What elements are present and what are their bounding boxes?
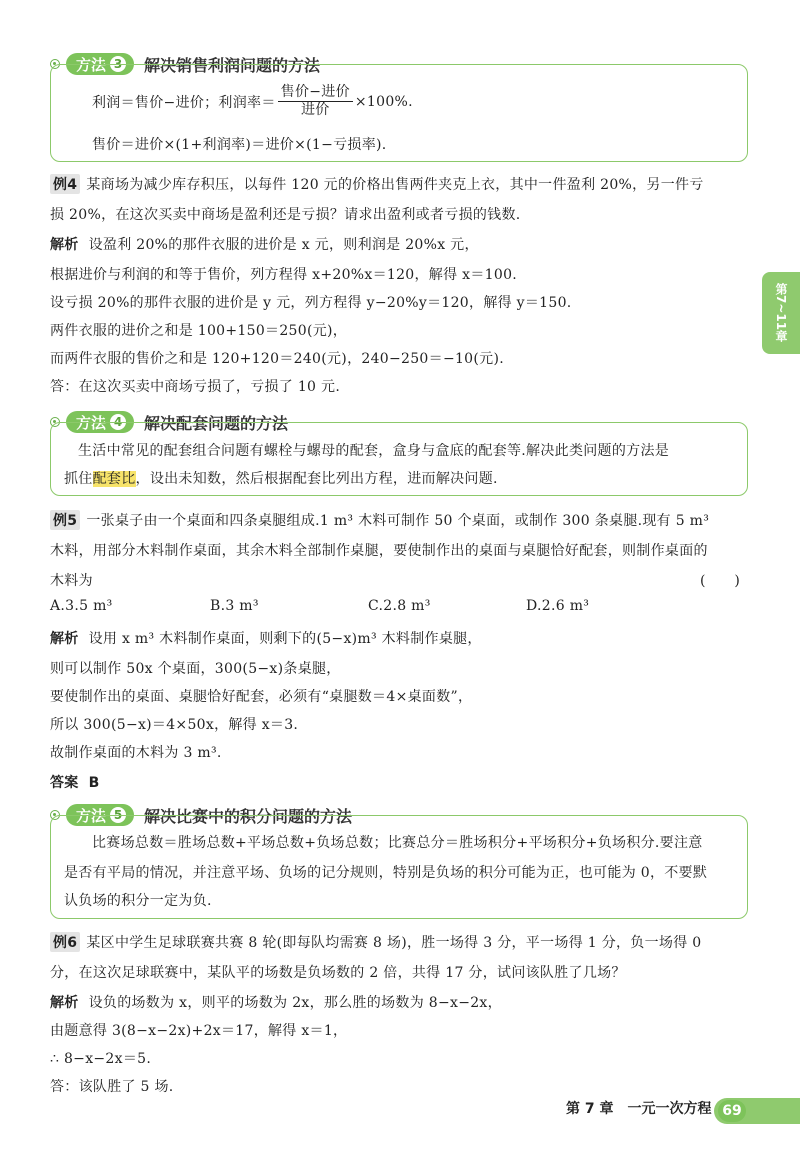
method-3-title: 解决销售利润问题的方法 (144, 55, 321, 75)
method-number: 4 (110, 414, 126, 430)
method-label: 方法 (76, 413, 107, 432)
method-4-text-line-2 (50, 468, 498, 488)
method-4-text-line-1: 生活中常见的配套组合问题有螺栓与螺母的配套，盒身与盒底的配套等.解决此类问题的方法是 (78, 443, 670, 459)
highlighted-term: 配套比 (92, 471, 136, 487)
method-label: 方法 (76, 806, 107, 825)
example-6-solution-line-3: ∴ 8−x−2x＝5. (50, 1051, 152, 1067)
method-3-formula-2: 售价＝进价×(1+利润率)＝进价×(1−亏损率). (92, 137, 387, 153)
option-b: B.3 m³ (210, 598, 259, 614)
formula-text: ×100%. (354, 93, 413, 110)
answer-value: B (88, 775, 100, 791)
footer-chapter-title: 第 7 章 一元一次方程 (566, 1101, 712, 1117)
method-3-formula-1 (92, 84, 413, 119)
method-number: 5 (110, 807, 126, 823)
example-tag: 例5 (50, 510, 80, 530)
option-d: D.2.6 m³ (526, 598, 590, 614)
example-tag: 例6 (50, 932, 80, 952)
chapter-side-tab[interactable]: 第7~11章 (762, 272, 800, 354)
fraction-denominator: 进价 (300, 102, 330, 118)
solution-label: 解析 (50, 631, 79, 647)
method-4-title: 解决配套问题的方法 (144, 413, 289, 433)
question-text: 某区中学生足球联赛共赛 8 轮(即每队均需赛 8 场)，胜一场得 3 分，平一场得 1 分，负一场得 0 (86, 935, 702, 951)
example-6-solution-line-1 (50, 992, 502, 1012)
question-text: 某商场为减少库存积压，以每件 120 元的价格出售两件夹克上衣，其中一件盈利 20%，另一件亏 (86, 177, 704, 193)
example-5-answer (50, 772, 110, 792)
example-tag: 例4 (50, 174, 80, 194)
example-5-solution-line-3: 要使制作出的桌面、桌腿恰好配套，必须有“桌腿数＝4×桌面数”， (50, 689, 473, 705)
solution-text: 设负的场数为 x，则平的场数为 2x，那么胜的场数为 8−x−2x， (88, 995, 502, 1011)
option-c: C.2.8 m³ (368, 598, 431, 614)
example-6-answer: 答：该队胜了 5 场. (50, 1079, 174, 1095)
solution-label: 解析 (50, 995, 79, 1011)
formula-text: 利润＝售价−进价；利润率＝ (92, 94, 276, 111)
page-number: 69 (718, 1100, 746, 1122)
text: 抓住 (64, 471, 93, 487)
example-4-solution-line-1 (50, 234, 479, 254)
answer-label: 答案 (50, 775, 79, 791)
example-4-solution-line-2: 根据进价与利润的和等于售价，列方程得 x+20%x＝120，解得 x＝100. (50, 267, 518, 283)
example-4-question-line-1 (50, 174, 704, 194)
solution-text: 设用 x m³ 木料制作桌面，则剩下的(5−x)m³ 木料制作桌腿， (88, 631, 482, 647)
example-5-solution-line-4: 所以 300(5−x)＝4×50x，解得 x＝3. (50, 717, 299, 733)
example-4-solution-line-5: 而两件衣服的售价之和是 120+120＝240(元)，240−250＝−10(元). (50, 351, 504, 367)
question-text: 一张桌子由一个桌面和四条桌腿组成.1 m³ 木料可制作 50 个桌面，或制作 300 条桌腿.现有 5 m³ (86, 513, 710, 529)
answer-blank: ( ) (700, 573, 741, 589)
example-5-solution-line-1 (50, 628, 482, 648)
example-5-solution-line-2: 则可以制作 50x 个桌面，300(5−x)条桌腿， (50, 661, 341, 677)
example-4-answer: 答：在这次买卖中商场亏损了，亏损了 10 元. (50, 379, 341, 395)
example-6-solution-line-2: 由题意得 3(8−x−2x)+2x＝17，解得 x＝1， (50, 1023, 348, 1039)
method-5-text-line-2: 是否有平局的情况，并注意平场、负场的记分规则，特别是负场的积分可能为正，也可能为 0，不要默 (64, 865, 708, 881)
example-5-question-line-3: 木料为 (50, 573, 93, 589)
solution-label: 解析 (50, 237, 79, 253)
example-6-question-line-2: 分，在这次足球联赛中，某队平的场数是负场数的 2 倍，共得 17 分，试问该队胜了几场？ (50, 965, 626, 981)
method-label: 方法 (76, 55, 107, 74)
method-5-text-line-3: 认负场的积分一定为负. (64, 893, 212, 909)
method-5-text-line-1: 比赛场总数＝胜场总数+平场总数+负场总数；比赛总分＝胜场积分+平场积分+负场积分.要注意 (92, 835, 703, 851)
solution-text: 设盈利 20%的那件衣服的进价是 x 元，则利润是 20%x 元， (88, 237, 479, 253)
text: ，设出未知数，然后根据配套比列出方程，进而解决问题. (135, 471, 498, 487)
example-6-question-line-1 (50, 932, 701, 952)
example-5-question-line-2: 木料，用部分木料制作桌面，其余木料全部制作桌腿，要使制作出的桌面与桌腿恰好配套，则制作桌面的 (50, 543, 708, 559)
example-4-question-line-2: 损 20%，在这次买卖中商场是盈利还是亏损？请求出盈利或者亏损的钱数. (50, 207, 521, 223)
example-5-question-line-1 (50, 510, 709, 530)
example-4-solution-line-4: 两件衣服的进价之和是 100+150＝250(元)， (50, 323, 348, 339)
profit-rate-fraction (278, 84, 353, 119)
fraction-numerator: 售价−进价 (278, 84, 353, 102)
example-5-solution-line-5: 故制作桌面的木料为 3 m³. (50, 745, 222, 761)
example-4-solution-line-3: 设亏损 20%的那件衣服的进价是 y 元，列方程得 y−20%y＝120，解得 y＝150. (50, 295, 572, 311)
option-a: A.3.5 m³ (50, 598, 113, 614)
method-number: 3 (110, 56, 126, 72)
method-5-title: 解决比赛中的积分问题的方法 (144, 806, 353, 826)
